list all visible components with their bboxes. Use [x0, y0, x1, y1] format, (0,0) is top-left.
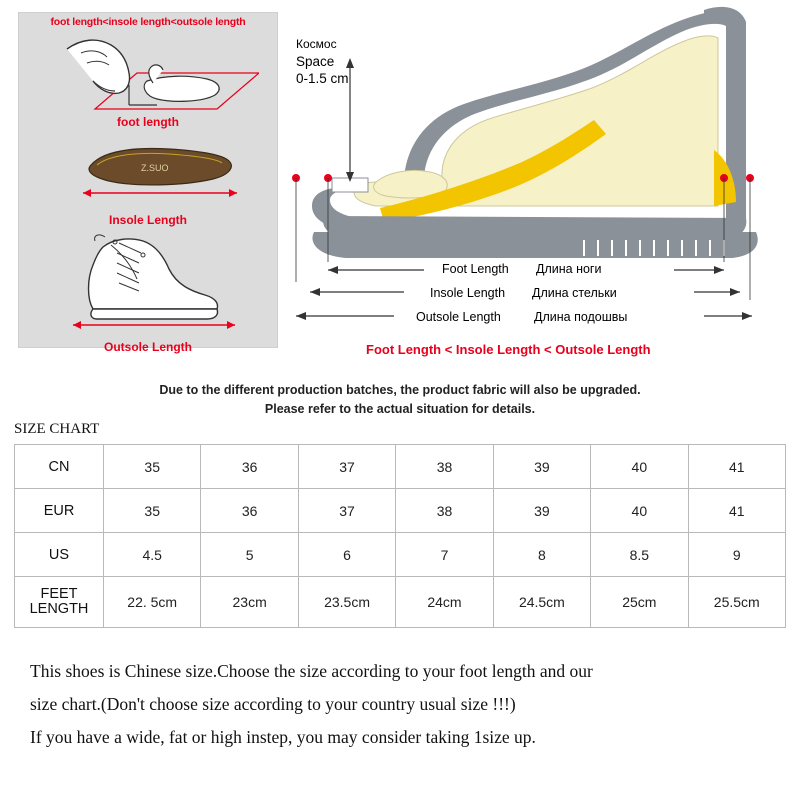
cell-cn-1: 36 — [201, 445, 298, 489]
bottom-description — [30, 655, 775, 754]
cell-feet-0: 22. 5cm — [104, 577, 201, 628]
bottom-line-3: If you have a wide, fat or high instep, you may consider taking 1size up. — [30, 727, 536, 747]
cell-us-6: 9 — [688, 533, 785, 577]
size-chart-table — [14, 444, 786, 628]
cell-cn-5: 40 — [591, 445, 688, 489]
svg-text:Z.SUO: Z.SUO — [141, 163, 169, 173]
table-row — [15, 445, 786, 489]
caption-insole-length: Insole Length — [109, 213, 187, 227]
top-illustration-area — [0, 0, 800, 368]
cell-us-1: 5 — [201, 533, 298, 577]
cell-us-2: 6 — [298, 533, 395, 577]
cell-eur-5: 40 — [591, 489, 688, 533]
space-label-en: Space — [296, 54, 335, 69]
space-value: 0-1.5 cm — [296, 71, 349, 86]
cell-feet-2: 23.5cm — [298, 577, 395, 628]
shoe-cross-section — [284, 0, 796, 368]
size-chart-title: SIZE CHART — [14, 421, 100, 437]
cell-eur-3: 38 — [396, 489, 493, 533]
caption-outsole-length: Outsole Length — [104, 340, 192, 354]
cell-cn-4: 39 — [493, 445, 590, 489]
row-label-us: US — [15, 533, 104, 577]
cell-feet-6: 25.5cm — [688, 577, 785, 628]
dim-outsole-length-en: Outsole Length — [416, 310, 501, 324]
row-label-feet-length — [15, 577, 104, 628]
row-label-feet: FEET — [40, 586, 78, 602]
cell-cn-2: 37 — [298, 445, 395, 489]
cell-cn-6: 41 — [688, 445, 785, 489]
cell-eur-2: 37 — [298, 489, 395, 533]
cell-feet-1: 23cm — [201, 577, 298, 628]
measurement-guide-panel — [18, 12, 278, 354]
boot-illustration — [59, 229, 245, 333]
shoe-red-note: Foot Length < Insole Length < Outsole Length — [366, 342, 651, 357]
cell-feet-5: 25cm — [591, 577, 688, 628]
cell-cn-3: 38 — [396, 445, 493, 489]
dim-outsole-length-ru: Длина подошвы — [534, 310, 628, 324]
cell-us-0: 4.5 — [104, 533, 201, 577]
cell-eur-4: 39 — [493, 489, 590, 533]
row-label-cn: CN — [15, 445, 104, 489]
production-note-line-1: Due to the different production batches, the product fabric will also be upgraded. — [159, 383, 641, 397]
space-label-ru: Космос — [296, 37, 337, 51]
space-label — [296, 36, 349, 87]
table-row — [15, 577, 786, 628]
row-label-eur: EUR — [15, 489, 104, 533]
cell-us-5: 8.5 — [591, 533, 688, 577]
dim-foot-length-en: Foot Length — [442, 262, 509, 276]
table-row — [15, 489, 786, 533]
production-note-line-2: Please refer to the actual situation for details. — [264, 402, 536, 416]
cell-cn-0: 35 — [104, 445, 201, 489]
insole-illustration — [63, 131, 239, 207]
cell-feet-4: 24.5cm — [493, 577, 590, 628]
cell-eur-0: 35 — [104, 489, 201, 533]
dim-foot-length-ru: Длина ноги — [536, 262, 602, 276]
dim-insole-length-ru: Длина стельки — [532, 286, 617, 300]
bottom-line-2: size chart.(Don't choose size according to your country usual size !!!) — [30, 694, 516, 714]
dim-insole-length-en: Insole Length — [430, 286, 506, 300]
bottom-line-1: This shoes is Chinese size.Choose the size according to your foot length and our — [30, 661, 593, 681]
cell-us-3: 7 — [396, 533, 493, 577]
table-row — [15, 533, 786, 577]
cell-eur-1: 36 — [201, 489, 298, 533]
foot-measure-illustration — [37, 29, 259, 117]
row-label-length: LENGTH — [29, 601, 89, 617]
cell-eur-6: 41 — [688, 489, 785, 533]
cell-feet-3: 24cm — [396, 577, 493, 628]
cell-us-4: 8 — [493, 533, 590, 577]
panel-title: foot length<insole length<outsole length — [50, 16, 246, 28]
caption-foot-length: foot length — [117, 115, 179, 129]
